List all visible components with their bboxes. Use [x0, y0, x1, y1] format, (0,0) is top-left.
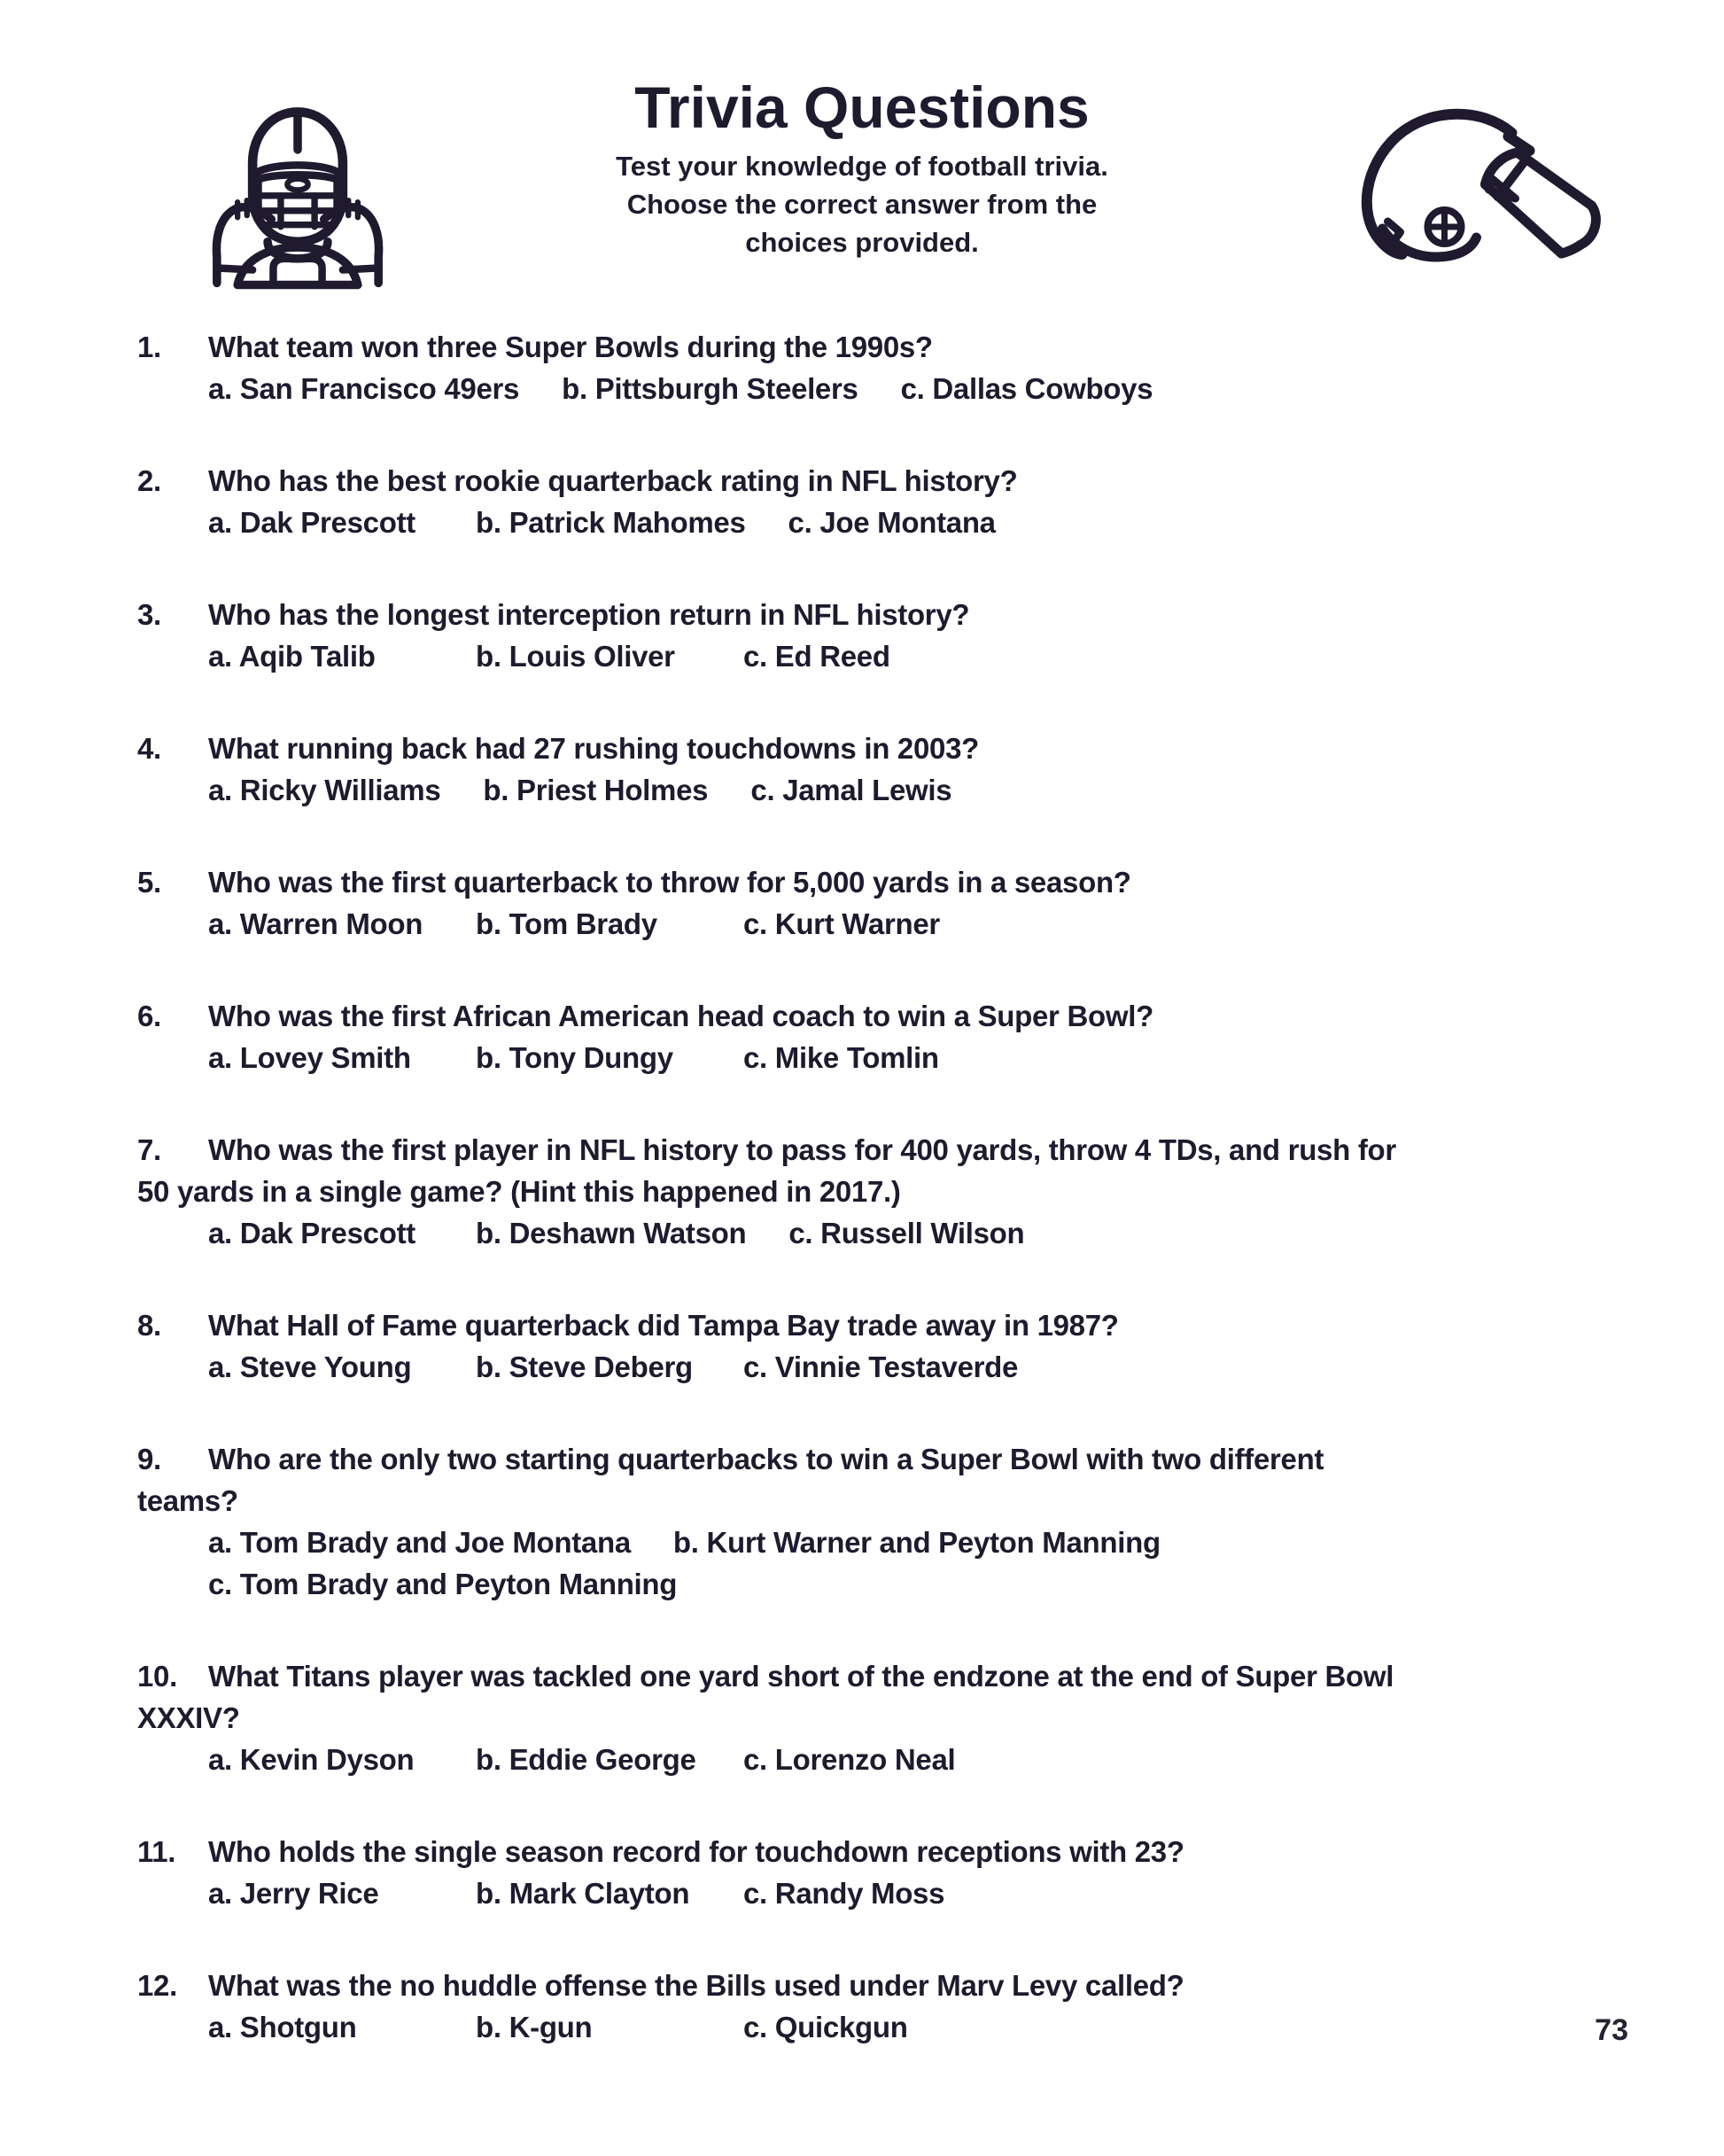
question-continuation-line: teams?: [137, 1484, 238, 1517]
question-text: Who was the first player in NFL history to pass for 400 yards, throw 4 TDs, and rush for: [208, 1133, 1396, 1166]
choice-row: [208, 1872, 1680, 1914]
answer-choice: c. Randy Moss: [743, 1877, 945, 1910]
answer-choice: a. Lovey Smith: [208, 1041, 411, 1074]
choice-lines: [137, 2006, 1680, 2048]
answer-choice: c. Lorenzo Neal: [743, 1743, 956, 1776]
answer-choice: c. Jamal Lewis: [750, 774, 952, 806]
choice-row: [208, 1563, 1680, 1605]
answer-choice: b. Pittsburgh Steelers: [562, 372, 858, 405]
question-line: [137, 861, 1680, 903]
choice-lines: [137, 502, 1680, 543]
question-line: [137, 728, 1680, 769]
question-number: 9.: [137, 1443, 161, 1475]
question-line: [137, 594, 1680, 635]
choice-lines: [137, 1037, 1680, 1078]
question-text: What team won three Super Bowls during the 1990s?: [208, 331, 933, 363]
question-text: What Titans player was tackled one yard short of the endzone at the end of Super Bowl: [208, 1660, 1394, 1693]
answer-choice: a. Steve Young: [208, 1350, 412, 1383]
question-extra-lines: [137, 1697, 1680, 1739]
choice-row: [208, 2006, 1680, 2048]
answer-choice: b. K-gun: [476, 2011, 593, 2043]
question-number: 1.: [137, 331, 161, 363]
page-title: Trivia Questions: [634, 74, 1090, 140]
question-block: [137, 995, 1680, 1078]
question-line: [137, 1304, 1680, 1346]
answer-choice: c. Mike Tomlin: [743, 1041, 939, 1074]
answer-choice: b. Patrick Mahomes: [476, 506, 746, 539]
answer-choice: b. Mark Clayton: [476, 1877, 690, 1910]
subtitle-line: choices provided.: [745, 227, 979, 258]
answer-choice: a. Warren Moon: [208, 907, 423, 940]
question-extra-lines: [137, 1171, 1680, 1212]
answer-choice: a. Dak Prescott: [208, 506, 415, 539]
question-line: [137, 326, 1680, 368]
question-number: 6.: [137, 1000, 161, 1032]
question-line: [137, 1965, 1680, 2006]
choice-lines: [137, 903, 1680, 945]
question-text: Who was the first African American head coach to win a Super Bowl?: [208, 1000, 1153, 1032]
question-block: [137, 1965, 1680, 2048]
answer-choice: a. San Francisco 49ers: [208, 372, 520, 405]
question-number: 10.: [137, 1660, 177, 1693]
choice-lines: [137, 1739, 1680, 1780]
choice-lines: [137, 1872, 1680, 1914]
choice-lines: [137, 769, 1680, 811]
choice-row: [208, 502, 1680, 543]
choice-lines: [137, 1522, 1680, 1605]
answer-choice: c. Russell Wilson: [788, 1217, 1025, 1249]
choice-row: [208, 635, 1680, 677]
question-block: [137, 1304, 1680, 1388]
answer-choice: c. Tom Brady and Peyton Manning: [208, 1568, 678, 1600]
question-line: [137, 1129, 1680, 1171]
choice-row: [208, 1346, 1680, 1388]
choice-lines: [137, 635, 1680, 677]
answer-choice: c. Kurt Warner: [743, 907, 940, 940]
questions-list: [137, 326, 1680, 2098]
question-number: 2.: [137, 464, 161, 497]
answer-choice: b. Tom Brady: [476, 907, 657, 940]
choice-row: [208, 1037, 1680, 1078]
question-text: What running back had 27 rushing touchdowns in 2003?: [208, 732, 979, 765]
answer-choice: c. Dallas Cowboys: [900, 372, 1153, 405]
answer-choice: c. Ed Reed: [743, 640, 890, 673]
question-text: Who was the first quarterback to throw for 5,000 yards in a season?: [208, 866, 1131, 899]
answer-choice: a. Kevin Dyson: [208, 1743, 415, 1776]
question-block: [137, 594, 1680, 677]
choice-lines: [137, 1346, 1680, 1388]
answer-choice: a. Dak Prescott: [208, 1217, 415, 1249]
choice-row: [208, 1212, 1680, 1254]
question-text: What was the no huddle offense the Bills used under Marv Levy called?: [208, 1969, 1184, 2002]
answer-choice: b. Steve Deberg: [476, 1350, 693, 1383]
question-extra-lines: [137, 1480, 1680, 1522]
question-number: 11.: [137, 1835, 176, 1868]
answer-choice: b. Priest Holmes: [483, 774, 709, 806]
answer-choice: c. Quickgun: [743, 2011, 908, 2043]
question-number: 3.: [137, 598, 161, 631]
question-line: [137, 1831, 1680, 1872]
question-line: [137, 460, 1680, 502]
question-block: [137, 1655, 1680, 1780]
question-block: [137, 1438, 1680, 1605]
question-block: [137, 1129, 1680, 1254]
question-block: [137, 1831, 1680, 1914]
question-text: Who has the best rookie quarterback rating in NFL history?: [208, 464, 1018, 497]
answer-choice: a. Jerry Rice: [208, 1877, 379, 1910]
football-helmet-icon: [1340, 97, 1610, 292]
choice-lines: [137, 368, 1680, 409]
question-text: What Hall of Fame quarterback did Tampa Bay trade away in 1987?: [208, 1309, 1119, 1342]
answer-choice: b. Eddie George: [476, 1743, 696, 1776]
question-text: Who has the longest interception return in NFL history?: [208, 598, 970, 631]
answer-choice: b. Kurt Warner and Peyton Manning: [672, 1526, 1161, 1559]
question-number: 5.: [137, 866, 161, 899]
choice-row: [208, 903, 1680, 945]
answer-choice: b. Louis Oliver: [476, 640, 675, 673]
question-number: 4.: [137, 732, 161, 765]
answer-choice: c. Joe Montana: [788, 506, 996, 539]
subtitle-line: Test your knowledge of football trivia.: [616, 151, 1108, 182]
question-text: Who holds the single season record for touchdown receptions with 23?: [208, 1835, 1184, 1868]
question-block: [137, 728, 1680, 811]
choice-row: [208, 368, 1680, 409]
question-continuation-line: XXXIV?: [137, 1701, 240, 1734]
question-line: [137, 1438, 1680, 1480]
question-number: 7.: [137, 1133, 161, 1166]
question-block: [137, 460, 1680, 543]
answer-choice: b. Tony Dungy: [476, 1041, 673, 1074]
question-number: 8.: [137, 1309, 161, 1342]
page-number: 73: [1595, 2013, 1628, 2047]
choice-row: [208, 1522, 1680, 1563]
question-continuation-line: 50 yards in a single game? (Hint this happened in 2017.): [137, 1175, 901, 1208]
question-line: [137, 995, 1680, 1037]
choice-row: [208, 1739, 1680, 1780]
answer-choice: b. Deshawn Watson: [476, 1217, 747, 1249]
answer-choice: a. Ricky Williams: [208, 774, 441, 806]
question-text: Who are the only two starting quarterbacks to win a Super Bowl with two different: [208, 1443, 1324, 1475]
subtitle-line: Choose the correct answer from the: [626, 189, 1098, 220]
question-line: [137, 1655, 1680, 1697]
answer-choice: a. Aqib Talib: [208, 640, 376, 673]
answer-choice: c. Vinnie Testaverde: [743, 1350, 1019, 1383]
answer-choice: a. Tom Brady and Joe Montana: [208, 1526, 631, 1559]
choice-row: [208, 769, 1680, 811]
question-block: [137, 326, 1680, 409]
question-number: 12.: [137, 1969, 177, 2002]
answer-choice: a. Shotgun: [208, 2011, 357, 2043]
question-block: [137, 861, 1680, 945]
choice-lines: [137, 1212, 1680, 1254]
